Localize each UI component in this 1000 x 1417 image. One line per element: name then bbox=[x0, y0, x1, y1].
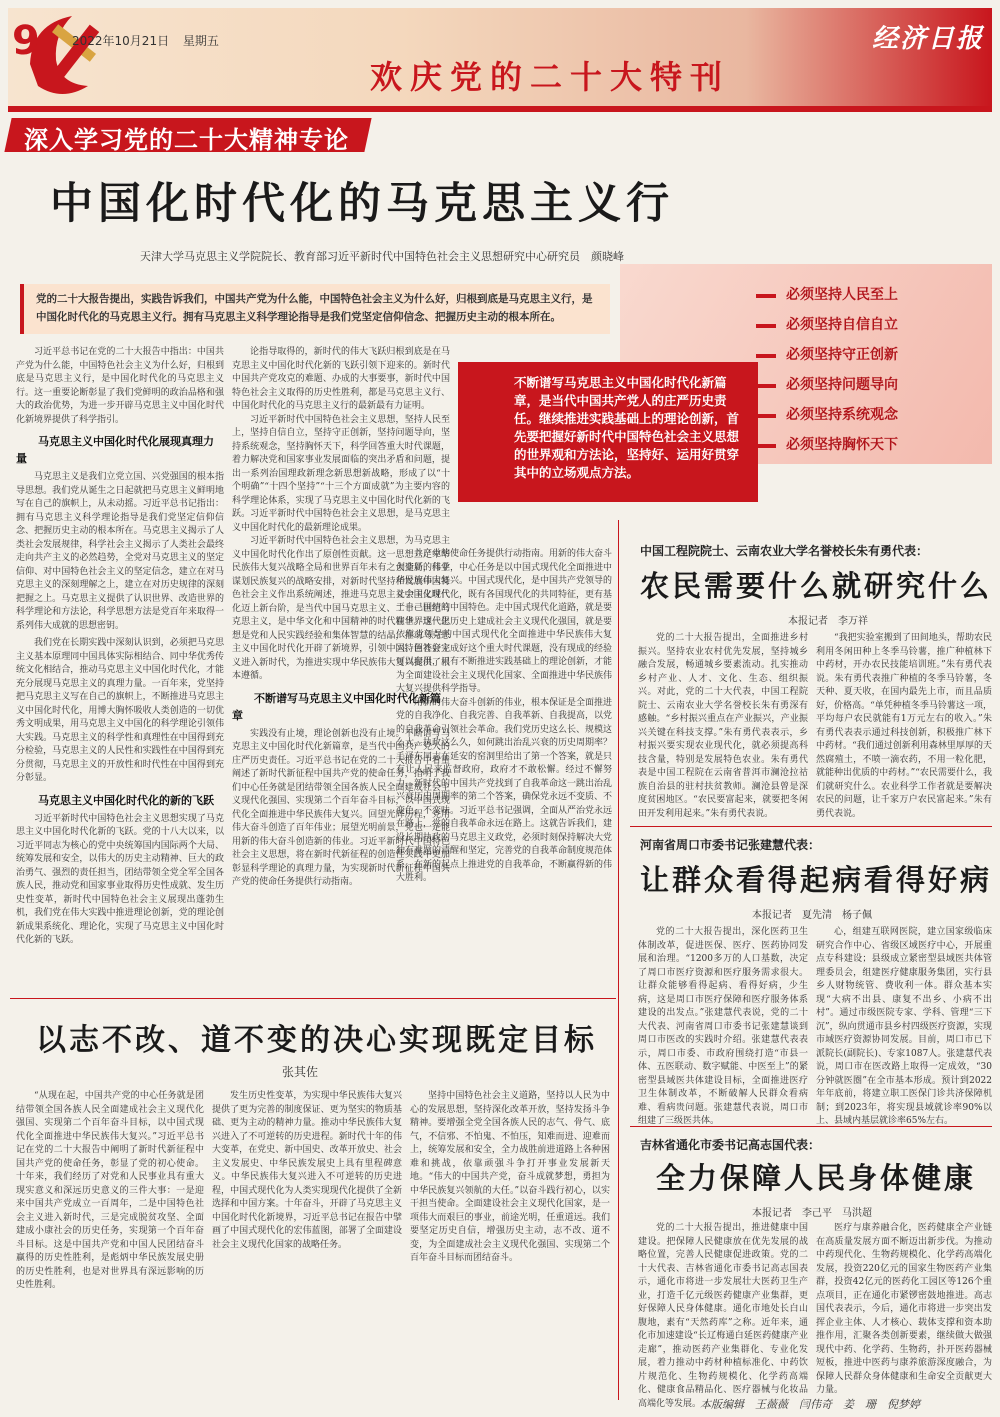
story-reporter: 本报记者 夏先清 杨子佩 bbox=[752, 910, 872, 921]
story-column: “我把实验室搬到了田间地头，帮助农民利用冬闲田种上冬季马铃薯，推广种植林下中药材，开办农民技能培训班。”朱有勇代表说。朱有勇代表推广种植的冬季马铃薯，冬天种、夏天收，在国内最先上市，而且品质好，价格高。“单凭种植冬季马铃薯这一项，平均每户农民就能有1万元左右的收入。”朱有勇代表表示通过科技创新，积极推广林下中药材。“我们通过创新利用森林里厚厚的天然腐殖土，不喷一滴农药，不用一粒化肥，就能种出优质的中药材。”“农民需要什么，我们就研究什么。农业科学工作者就是要解决农民的问题，让千家万户农民富起来。”朱有勇代表说。 bbox=[816, 633, 992, 819]
section-heading: 马克思主义中国化时代化展现真理力量 bbox=[16, 435, 214, 465]
pull-quote: 不断谱写马克思主义中国化时代化新篇章，是当代中国共产党人的庄严历史责任。继续推进实践基础上的理论创新，首先要把握好新时代中国特色社会主义思想的世界观和方法论，坚持好、运用好贯穿其中的立场观点方法。 bbox=[458, 362, 758, 502]
section-heading: 马克思主义中国化时代化的新的飞跃 bbox=[38, 793, 214, 807]
issue-date: 2022年10月21日 bbox=[72, 34, 170, 48]
principle-item: 必须坚持系统观念 bbox=[786, 400, 992, 430]
paragraph: 论指导取得的，新时代的伟大飞跃归根到底是在马克思主义中国化时代化新的飞跃引领下迎来的。新时代中国共产党攻克的难题、办成的大事要事，新时代中国特色社会主义取得的历史性胜利，都是马克思主义行、中国化时代化的马克思主义行的最新最有力证明。 bbox=[232, 347, 450, 411]
story-reporter: 本报记者 李万祥 bbox=[788, 616, 868, 627]
story-reporter: 本报记者 李己平 马洪超 bbox=[752, 1208, 872, 1219]
paragraph: 实践没有止境，理论创新也没有止境。不断谱写马克思主义中国化时代化新篇章，是当代中国共产党人的庄严历史责任。习近平总书记在党的二十大报告中着重阐述了新时代新征程中国共产党的使命任务，指明了我们中心任务就是团结带领全国各族人民全面建成社会主义现代化强国、实现第二个百年奋斗目标，以中国式现代化全面推进中华民族伟大复兴。回望光辉历程，党用伟大奋斗创造了百年伟业；展望光明前景，党也一定能用新的伟大奋斗创造新的伟业。习近平新时代中国特色社会主义思想，将在新时代新征程的创造性实践中更加彰显科学理论的真理力量，为实现新时代新征程中国共产党的使命任务提供行动指南。 bbox=[232, 728, 450, 887]
issue-weekday: 星期五 bbox=[182, 34, 219, 48]
main-lede: 党的二十大报告提出，实践告诉我们，中国共产党为什么能，中国特色社会主义为什么好，归根到底是马克思主义行，是中国化时代化的马克思主义行。拥有马克思主义科学理论指导是我们党坚定信仰信念、把握历史主动的根本所在。 bbox=[20, 284, 610, 334]
story-kicker: 中国工程院院士、云南农业大学名誉校长朱有勇代表： bbox=[640, 544, 929, 558]
second-author: 张其佐 bbox=[282, 1065, 319, 1079]
editor-credits: 本版编辑 王薇薇 闫伟奇 姜 珊 倪梦婷 bbox=[700, 1398, 920, 1411]
principle-item: 必须坚持胸怀天下 bbox=[786, 430, 992, 460]
newspaper-logo: 经济日报 bbox=[871, 24, 984, 54]
story-column: 心，组建互联网医院，建立国家级临床研究合作中心、省级区域医疗中心，开展重点专科建设；县级成立紧密型县域医共体管理委员会，组建医疗健康服务集团，实行县乡人财物统管、费收利一体。群众基本实现“大病不出县、康复不出乡、小病不出村”。通过市级医院专家、学科、管理“三下沉”，纵向贯通市县乡村四级医疗资源，实现市域医疗资源协同发展。目前，周口市已下派院长(副院长)、专家1087人。张建慧代表说，周口市在医改路上取得一定成效，“30分钟就医圈”在全市基本形成。预计到2022年年底前，将建立职工医保门诊共济保障机制；到2023年，将实现县域就诊率90%以上、县域内基层就诊率65%左右。 bbox=[816, 927, 992, 1126]
story-divider bbox=[630, 1126, 992, 1127]
page-number: 9 bbox=[12, 18, 40, 64]
column-tag: 深入学习党的二十大精神专论 bbox=[24, 125, 349, 154]
main-byline: 天津大学马克思主义学院院长、教育部习近平新时代中国特色社会主义思想研究中心研究员 颜晓峰 bbox=[140, 250, 624, 263]
story-kicker: 河南省周口市委书记张建慧代表： bbox=[640, 838, 821, 852]
paragraph: 习近平新时代中国特色社会主义思想实现了马克思主义中国化时代化新的飞跃。党的十八大以来，以习近平同志为核心的党中央统筹国内国际两个大局、统筹发展和安全，以伟大的历史主动精神、巨大的政治勇气、强烈的责任担当，团结带领全党全军全国各族人民，推动党和国家事业取得历史性成就、发生历史性变革，新时代中国特色社会主义展现出蓬勃生机，我们党在伟大实践中推进理论创新，党的理论创新成果系统化、理论化，实现了马克思主义中国化时代化新的飞跃。 bbox=[16, 813, 224, 945]
paragraph: 习近平总书记在党的二十大报告中指出：中国共产党为什么能，中国特色社会主义为什么好，归根到底是马克思主义行，是中国化时代化的马克思主义行。这一重要论断彰显了我们党鲜明的政治品格和强大的政治优势，为进一步开辟马克思主义中国化时代化新境界提供了科学指引。 bbox=[16, 347, 224, 425]
section-heading: 不断谱写马克思主义中国化时代化新篇章 bbox=[232, 691, 441, 722]
story-title: 农民需要什么就研究什么 bbox=[640, 569, 993, 603]
principle-item: 必须坚持自信自立 bbox=[786, 310, 992, 340]
story-title: 让群众看得起病看得好病 bbox=[640, 863, 993, 897]
second-column: 坚持中国特色社会主义道路，坚持以人民为中心的发展思想，坚持深化改革开放，坚持发扬斗争精神。要增强全党全国各族人民的志气、骨气、底气，不信邪、不怕鬼、不怕压，知难而进、迎难而上，统筹发展和安全，全力战胜前进道路上各种困难和挑战，依靠顽强斗争打开事业发展新天地。“伟大的中国共产党，奋斗成就梦想，勇担为中华民族复兴领航的大任。”以奋斗践行初心，以实干担当使命。全面建设社会主义现代化国家，是一项伟大而艰巨的事业，前途光明，任重道远。我们要坚定历史自信，增强历史主动，志不改、道不变，为全面建成社会主义现代化强国、实现第二个百年奋斗目标而团结奋斗。 bbox=[410, 1091, 610, 1263]
section-divider bbox=[10, 998, 616, 999]
story-kicker: 吉林省通化市委书记高志国代表： bbox=[640, 1138, 821, 1152]
principle-item: 必须坚持人民至上 bbox=[786, 280, 992, 310]
story-title: 全力保障人民身体健康 bbox=[656, 1161, 977, 1195]
dateline bbox=[72, 32, 229, 49]
paragraph: 习近平新时代中国特色社会主义思想，为马克思主义中国化时代化作出了原创性贡献。这一思想立足中华民族伟大复兴战略全局和世界百年未有之大变局，科学谋划民族复兴的战略安排，对新时代坚持和发展中国特色社会主义作出系统阐述，推进马克思主义中国化时代化迈上新台阶，是当代中国马克思主义、二十一世纪马克思主义，是中华文化和中国精神的时代精华。这一思想是党和人民实践经验和集体智慧的结晶，推动马克思主义中国化时代化开辟了新境界，引领中国特色社会主义进入新时代，为推进实现中华民族伟大复兴提供了根本遵循。 bbox=[232, 536, 450, 681]
paragraph: 我们党在长期实践中深刻认识到，必须把马克思主义基本原理同中国具体实际相结合、同中华优秀传统文化相结合，推动马克思主义中国化时代化，才能充分展现马克思主义的真理力量。一百年来，党坚持把马克思主义写在自己的旗帜上，不断推进马克思主义中国化时代化，用博大胸怀吸收人类创造的一切优秀文明成果，用马克思主义中国化的科学理论引领伟大实践。马克思主义的科学性和真理性在中国得到充分检验，马克思主义的人民性和实践性在中国得到充分贯彻，马克思主义的开放性和时代性在中国得到充分彰显。 bbox=[16, 638, 224, 783]
story-column: 党的二十大报告提出，全面推进乡村振兴。坚持农业农村优先发展，坚持城乡融合发展，畅通城乡要素流动。扎实推动乡村产业、人才、文化、生态、组织振兴。对此，党的二十大代表，中国工程院院士、云南农业大学名誉校长朱有勇深有感触。“乡村振兴重点在产业振兴，产业振兴关键在科技支撑。”朱有勇代表表示，乡村振兴要实现农业现代化，就必须提高科技含量，特别是发展特色农业。朱有勇代表是中国工程院在云南省普洱市澜沧拉祜族自治县的驻村扶贫教师。澜沧县曾是深度贫困地区。“农民要富起来，就要把冬闲田开发利用起来。”朱有勇代表说。 bbox=[638, 633, 808, 819]
story-column: 党的二十大报告提出，推进健康中国建设。把保障人民健康放在优先发展的战略位置，完善人民健康促进政策。党的二十大代表、吉林省通化市委书记高志国表示，通化市将进一步发展壮大医药卫生产业，打造千亿元级医药健康产业集群，更好保障人民身体健康。通化市地处长白山腹地，素有“天然药库”之称。近年来，通化市加速建设“长辽梅通白延医药健康产业走廊”，推动医药产业集群化、专业化发展，着力推动中药材种植标准化、中药饮片规范化、生物药规模化、化学药高端化、健康食品精品化、医疗器械与化妆品高端化等发展。 bbox=[638, 1223, 808, 1409]
story-column: 医疗与康养融合化，医药健康全产业链在高质量发展方面不断迈出新步伐。为推动中药现代化、生物药规模化、化学药高端化发展，投资220亿元的国家生物医药产业集群，投资42亿元的医药化工园区等126个重点项目，正在通化市紧锣密鼓地推进。高志国代表表示，今后，通化市将进一步突出发挥企业主体、人才核心、载体支撑和资本助推作用，汇聚各类创新要素，继续做大做强现代中药、化学药、生物药，扑开医药器械短板，推进中医药与康养旅游深度融合，为保障人民群众身体健康和生命安全贡献更大力量。 bbox=[816, 1223, 992, 1395]
masthead-rule bbox=[8, 106, 992, 112]
main-column-3 bbox=[396, 548, 612, 988]
principle-item: 必须坚持问题导向 bbox=[786, 370, 992, 400]
paragraph: 用新的伟大奋斗创新的伟业，根本保证是全面推进党的自我净化、自我完善、自我革新、自我提高，以党的自我革命引领社会革命。我们党历史这么长、规模这么大、执政这么久，如何跳出治乱兴衰的历史周期率？毛泽东同志在延安的窑洞里给出了第一个答案，就是只有让人民来监督政府，政府才不敢松懈。经过不懈努力，新时代的中国共产党找到了自我革命这一跳出治乱兴衰历史周期率的第二个答案，确保党永远不变质、不变色、不变味。习近平总书记强调，全面从严治党永远在路上，党的自我革命永远在路上。这就告诉我们，建设长期执政的马克思主义政党，必须时刻保持解决大党独有难题的清醒和坚定，完善党的自我革命制度规范体系，在新的起点上推进党的自我革命，不断赢得新的伟大胜利。 bbox=[396, 697, 613, 883]
paragraph: 习近平新时代中国特色社会主义思想，坚持人民至上，坚持自信自立，坚持守正创新，坚持问题导向，坚持系统观念，坚持胸怀天下，科学回答重大时代课题，着力解决党和国家事业发展面临的突出矛盾和问题，提出一系列治国理政新理念新思想新战略，形成了以“十个明确”“十四个坚持”“十三个方面成就”为主要内容的科学理论体系，实现了马克思主义中国化时代化新的飞跃。习近平新时代中国特色社会主义思想，是马克思主义中国化时代化的最新理论成果。 bbox=[232, 414, 450, 533]
story-divider bbox=[630, 826, 992, 827]
second-column: “从现在起，中国共产党的中心任务就是团结带领全国各族人民全面建成社会主义现代化强国、实现第二个百年奋斗目标，以中国式现代化全面推进中华民族伟大复兴。”习近平总书记在党的二十大报告中阐明了新时代新征程中国共产党的使命任务，彰显了党的初心使命。十年来，我们经历了对党和人民事业具有重大现实意义和深远历史意义的三件大事：一是迎来中国共产党成立一百周年，二是中国特色社会主义进入新时代，三是完成脱贫攻坚、全面建成小康社会的历史任务，实现第一个百年奋斗目标。这是中国共产党和中国人民团结奋斗赢得的历史性胜利，是彪炳中华民族发展史册的历史性胜利，也是对世界具有深远影响的历史性胜利。 bbox=[16, 1091, 204, 1290]
principle-item: 必须坚持守正创新 bbox=[786, 340, 992, 370]
main-headline: 中国化时代化的马克思主义行 bbox=[50, 179, 674, 229]
story-column: 党的二十大报告提出，深化医药卫生体制改革，促进医保、医疗、医药协同发展和治理。“1200多万的人口基数，决定了周口市医疗资源和医疗服务需求很大。让群众能够看得起病、看得好病，少生病，这是周口市医疗保障和医疗服务体系建设的出发点。”张建慧代表说，党的二十大代表、河南省周口市委书记张建慧谈到周口市医改的实践时介绍。张建慧代表表示，周口市委、市政府围绕打造“市县一体、五医联动、数字赋能、中医至上”的紧密型县域医共体建设目标，全面推进医疗卫生体制改革，不断破解人民群众看病难、看病贵问题。张建慧代表说，周口市组建了三级医共体。 bbox=[638, 927, 808, 1126]
main-column-1 bbox=[16, 346, 224, 988]
column-divider bbox=[618, 520, 619, 1400]
paragraph: 马克思主义是我们立党立国、兴党强国的根本指导思想。我们党从诞生之日起就把马克思主义鲜明地写在自己的旗帜上，从未动摇。习近平总书记指出：拥有马克思主义科学理论指导是我们党坚定信仰信念、把握历史主动的根本所在。马克思主义揭示了人类社会发展规律，科学社会主义揭示了人类社会最终走向共产主义的必然趋势，全党对马克思主义的坚定信仰、对中国特色社会主义的坚定信念，建立在对马克思主义的深刻理解之上，建立在对历史规律的深刻把握之上。马克思主义提供了认识世界、改造世界的科学理论和方法论，科学思想方法是党百年来取得一系列伟大成就的思想密钥。 bbox=[16, 472, 224, 631]
second-headline: 以志不改、道不变的决心实现既定目标 bbox=[36, 1023, 597, 1058]
second-column: 发生历史性变革，为实现中华民族伟大复兴提供了更为完善的制度保证、更为坚实的物质基础、更为主动的精神力量。推动中华民族伟大复兴进入了不可逆转的历史进程。新时代十年的伟大变革，在党史、新中国史、改革开放史、社会主义发展史、中华民族发展史上具有里程碑意义。中华民族伟大复兴进入不可逆转的历史进程，中国式现代化为人类实现现代化提供了全新选择和中国方案。十年奋斗，开辟了马克思主义中国化时代化新境界，习近平总书记在报告中擘画了中国式现代化的宏伟蓝图，部署了全面建设社会主义现代化国家的战略任务。 bbox=[212, 1091, 402, 1250]
special-edition-title: 欢庆党的二十大特刊 bbox=[370, 58, 731, 96]
paragraph: 共产党的使命任务提供行动指南。用新的伟大奋斗创造新的伟业，中心任务是以中国式现代化全面推进中华民族伟大复兴。中国式现代化，是中国共产党领导的社会主义现代化，既有各国现代化的共同特征，更有基于自己国情的中国特色。走中国式现代化道路，就是要在世界现代化历史上建成社会主义现代化强国，就是要依靠党领导的中国式现代化全面推进中华民族伟大复兴。回答好完成好这个重大时代课题，没有现成的经验可以套用，只有不断推进实践基础上的理论创新，才能为全面建设社会主义现代化国家、全面推进中华民族伟大复兴提供科学指导。 bbox=[396, 549, 613, 694]
